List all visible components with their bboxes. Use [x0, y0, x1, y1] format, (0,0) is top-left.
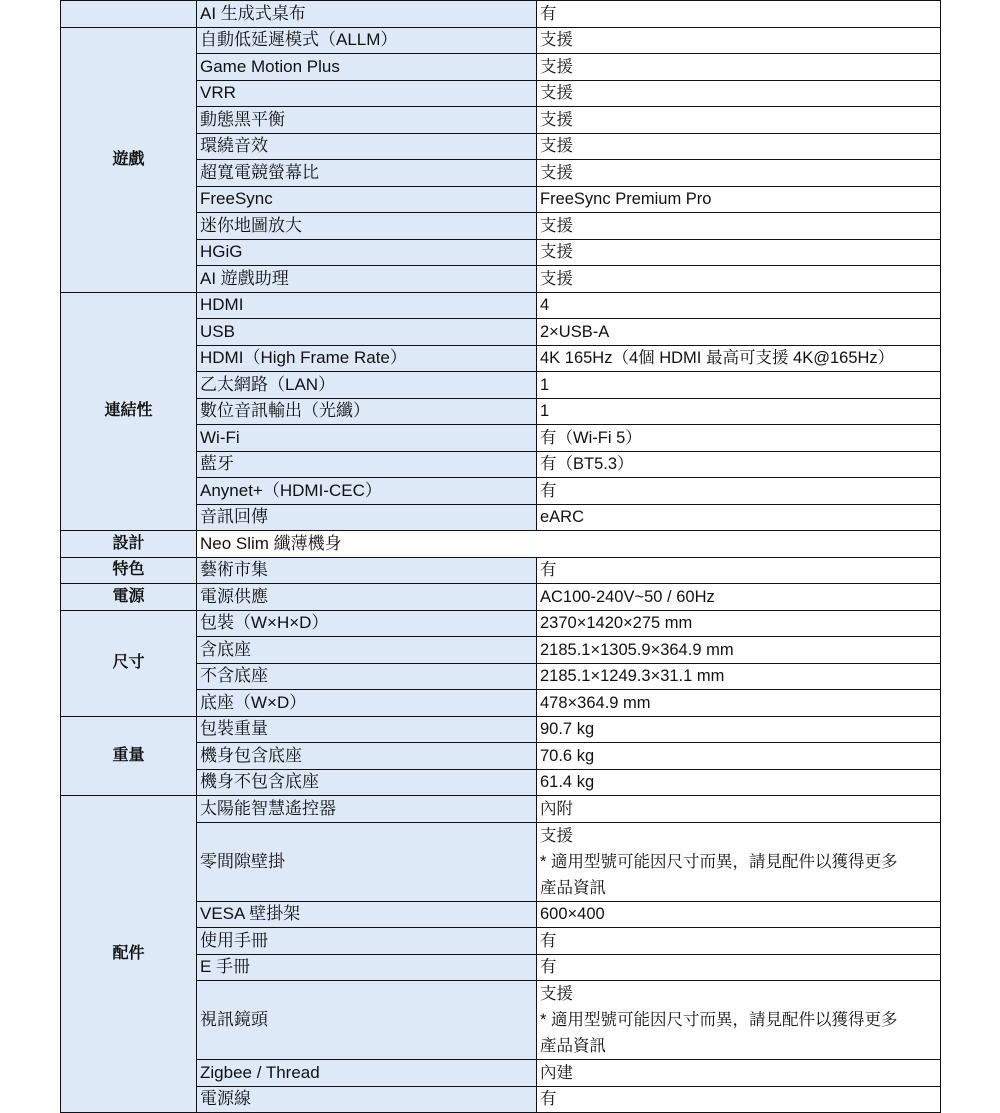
spec-row	[61, 610, 941, 637]
feature-label: 太陽能智慧遙控器	[197, 796, 537, 823]
feature-label: Game Motion Plus	[197, 54, 537, 81]
feature-label: HGiG	[197, 239, 537, 266]
feature-value: 90.7 kg	[537, 716, 941, 743]
category-cell: 電源	[61, 584, 197, 611]
feature-label: 視訊鏡頭	[197, 981, 537, 1060]
feature-label: 環繞音效	[197, 133, 537, 160]
feature-label: HDMI	[197, 292, 537, 319]
feature-label: 音訊回傳	[197, 504, 537, 531]
spec-row	[61, 716, 941, 743]
feature-value: 有	[537, 954, 941, 981]
feature-value: 支援	[537, 80, 941, 107]
feature-value: 支援	[537, 27, 941, 54]
feature-value: 支援	[537, 107, 941, 134]
feature-label: E 手冊	[197, 954, 537, 981]
feature-label: 電源線	[197, 1086, 537, 1113]
feature-label: 數位音訊輸出（光纖）	[197, 398, 537, 425]
feature-value: 內建	[537, 1060, 941, 1087]
spec-row	[61, 557, 941, 584]
feature-label: 自動低延遲模式（ALLM）	[197, 27, 537, 54]
value-line: * 適用型號可能因尺寸而異，請見配件以獲得更多	[540, 1011, 898, 1029]
feature-value: 2185.1×1249.3×31.1 mm	[537, 663, 941, 690]
feature-value: 61.4 kg	[537, 769, 941, 796]
feature-label: 底座（W×D）	[197, 690, 537, 717]
value-line: 支援	[540, 826, 573, 845]
category-cell: 特色	[61, 557, 197, 584]
feature-value: 有	[537, 928, 941, 955]
feature-value: eARC	[537, 504, 941, 531]
feature-value: 有	[537, 557, 941, 584]
spec-row	[61, 584, 941, 611]
feature-value: 支援	[537, 213, 941, 240]
value-line: * 適用型號可能因尺寸而異，請見配件以獲得更多	[540, 852, 898, 871]
feature-label: Zigbee / Thread	[197, 1060, 537, 1087]
feature-label: FreeSync	[197, 186, 537, 213]
feature-label: 包裝重量	[197, 716, 537, 743]
feature-value: 支援	[537, 54, 941, 81]
feature-label: 零間隙壁掛	[197, 822, 537, 901]
feature-value: 600×400	[537, 901, 941, 928]
feature-label: HDMI（High Frame Rate）	[197, 345, 537, 372]
spec-row	[61, 292, 941, 319]
feature-label: AI 生成式桌布	[197, 1, 537, 28]
feature-value: 4K 165Hz（4個 HDMI 最高可支援 4K@165Hz）	[537, 345, 941, 372]
feature-label: 迷你地圖放大	[197, 213, 537, 240]
feature-label: 藝術市集	[197, 557, 537, 584]
feature-label: USB	[197, 319, 537, 346]
feature-value: 1	[537, 398, 941, 425]
category-cell	[61, 1, 197, 28]
feature-label: VESA 壁掛架	[197, 901, 537, 928]
feature-label: 包裝（W×H×D）	[197, 610, 537, 637]
feature-value: 有	[537, 1, 941, 28]
feature-value: 478×364.9 mm	[537, 690, 941, 717]
feature-value: AC100-240V~50 / 60Hz	[537, 584, 941, 611]
feature-label: 乙太網路（LAN）	[197, 372, 537, 399]
feature-value: 2370×1420×275 mm	[537, 610, 941, 637]
value-line: 支援	[540, 985, 573, 1003]
spec-row	[61, 796, 941, 823]
feature-label: Wi-Fi	[197, 425, 537, 452]
value-line: 產品資訊	[540, 1037, 606, 1055]
feature-value: 4	[537, 292, 941, 319]
feature-label: 含底座	[197, 637, 537, 664]
spec-row	[61, 531, 941, 558]
feature-value: 支援	[537, 133, 941, 160]
category-cell: 連結性	[61, 292, 197, 531]
feature-value: 支援	[537, 266, 941, 293]
feature-label: 動態黑平衡	[197, 107, 537, 134]
feature-value: 2×USB-A	[537, 319, 941, 346]
feature-value: 內附	[537, 796, 941, 823]
category-cell: 尺寸	[61, 610, 197, 716]
value-line: 產品資訊	[540, 878, 606, 897]
feature-value	[537, 981, 941, 1060]
feature-label: Anynet+（HDMI-CEC）	[197, 478, 537, 505]
feature-value: 支援	[537, 160, 941, 187]
feature-value: 有（BT5.3）	[537, 451, 941, 478]
category-cell: 遊戲	[61, 27, 197, 292]
feature-value	[537, 822, 941, 901]
feature-value: 1	[537, 372, 941, 399]
feature-value: 70.6 kg	[537, 743, 941, 770]
spec-table-body	[61, 1, 941, 1113]
feature-label: VRR	[197, 80, 537, 107]
category-cell: 配件	[61, 796, 197, 1113]
spec-table	[60, 0, 941, 1113]
feature-value: 2185.1×1305.9×364.9 mm	[537, 637, 941, 664]
feature-label: 藍牙	[197, 451, 537, 478]
feature-value: 有（Wi-Fi 5）	[537, 425, 941, 452]
feature-label: 電源供應	[197, 584, 537, 611]
feature-label: 機身包含底座	[197, 743, 537, 770]
category-cell: 設計	[61, 531, 197, 558]
spec-row	[61, 1, 941, 28]
feature-value: 有	[537, 478, 941, 505]
feature-label: 使用手冊	[197, 928, 537, 955]
feature-label: Neo Slim 纖薄機身	[197, 531, 941, 558]
feature-label: 不含底座	[197, 663, 537, 690]
feature-value: 支援	[537, 239, 941, 266]
feature-value: FreeSync Premium Pro	[537, 186, 941, 213]
feature-label: AI 遊戲助理	[197, 266, 537, 293]
feature-label: 超寬電競螢幕比	[197, 160, 537, 187]
category-cell: 重量	[61, 716, 197, 796]
feature-value: 有	[537, 1086, 941, 1113]
spec-row	[61, 27, 941, 54]
feature-label: 機身不包含底座	[197, 769, 537, 796]
